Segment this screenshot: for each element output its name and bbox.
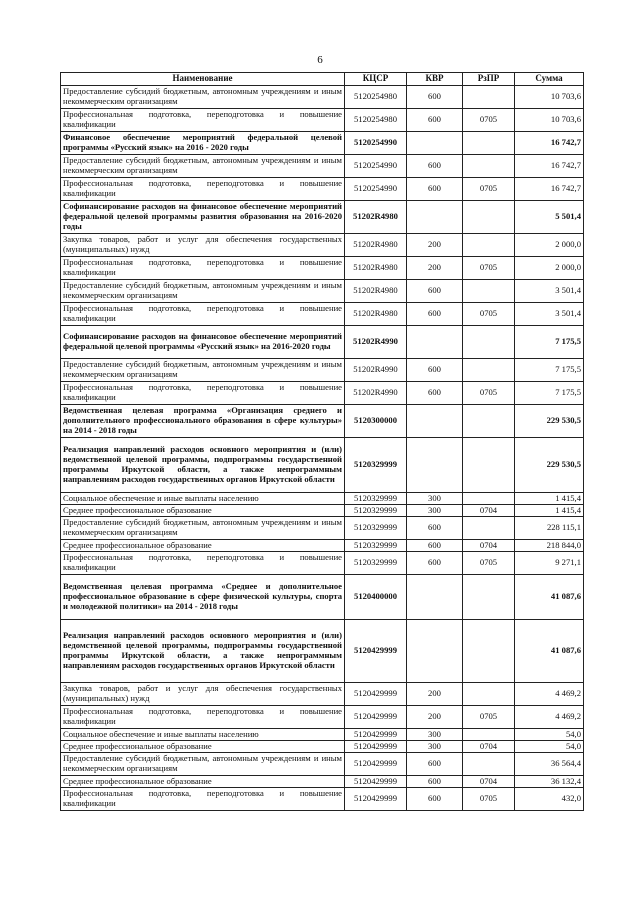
row-sum-cell: 7 175,5: [515, 359, 584, 382]
row-kvr-cell: 600: [407, 753, 463, 776]
header-kvr: КВР: [407, 73, 463, 86]
row-sum-cell: 41 087,6: [515, 575, 584, 620]
table-row: [61, 178, 584, 201]
row-rzpr-cell: [463, 405, 515, 438]
row-name-cell: Предоставление субсидий бюджетным, автономным учреждениям и иным некоммерческим организациям: [61, 517, 345, 540]
row-name-cell: Ведомственная целевая программа «Среднее и дополнительное профессиональное образование в сфере физической культуры, спорта и молодежной политики» на 2014 - 2018 годы: [61, 575, 345, 620]
row-name-cell: Предоставление субсидий бюджетным, автономным учреждениям и иным некоммерческим организациям: [61, 86, 345, 109]
table-row: [61, 201, 584, 234]
row-kcsr-cell: 51202R4980: [345, 303, 407, 326]
row-kcsr-cell: 5120429999: [345, 706, 407, 729]
row-rzpr-cell: [463, 234, 515, 257]
row-name-cell: Софинансирование расходов на финансовое обеспечение мероприятий федеральной целевой программы «Русский язык» на 2016-2020 годы: [61, 326, 345, 359]
row-name-cell: Среднее профессиональное образование: [61, 505, 345, 517]
row-sum-cell: 229 530,5: [515, 405, 584, 438]
row-kcsr-cell: 51202R4990: [345, 326, 407, 359]
row-kcsr-cell: 51202R4980: [345, 201, 407, 234]
table-row: [61, 438, 584, 493]
row-sum-cell: 36 132,4: [515, 776, 584, 788]
table-row: [61, 326, 584, 359]
row-sum-cell: 4 469,2: [515, 683, 584, 706]
row-kcsr-cell: 5120329999: [345, 505, 407, 517]
row-sum-cell: 1 415,4: [515, 493, 584, 505]
row-rzpr-cell: 0704: [463, 741, 515, 753]
row-kvr-cell: 200: [407, 234, 463, 257]
row-rzpr-cell: [463, 517, 515, 540]
row-kvr-cell: 600: [407, 178, 463, 201]
row-kvr-cell: 600: [407, 359, 463, 382]
row-rzpr-cell: [463, 155, 515, 178]
row-kcsr-cell: 5120429999: [345, 683, 407, 706]
row-sum-cell: 228 115,1: [515, 517, 584, 540]
row-kvr-cell: [407, 405, 463, 438]
row-kvr-cell: 200: [407, 683, 463, 706]
row-name-cell: Финансовое обеспечение мероприятий федеральной целевой программы «Русский язык» на 2016 - 2020 годы: [61, 132, 345, 155]
table-header-row: [61, 73, 584, 86]
row-sum-cell: 16 742,7: [515, 155, 584, 178]
budget-table: [60, 72, 584, 811]
row-name-cell: Профессиональная подготовка, переподготовка и повышение квалификации: [61, 706, 345, 729]
row-kcsr-cell: 5120429999: [345, 776, 407, 788]
row-rzpr-cell: 0705: [463, 788, 515, 811]
page-number: 6: [317, 54, 323, 66]
table-row: [61, 359, 584, 382]
row-sum-cell: 2 000,0: [515, 234, 584, 257]
row-sum-cell: 432,0: [515, 788, 584, 811]
row-kcsr-cell: 5120429999: [345, 620, 407, 683]
row-sum-cell: 2 000,0: [515, 257, 584, 280]
row-rzpr-cell: [463, 326, 515, 359]
header-sum: Сумма: [515, 73, 584, 86]
header-rzpr: РзПР: [463, 73, 515, 86]
row-name-cell: Реализация направлений расходов основного мероприятия и (или) ведомственной целевой программы, подпрограммы государственной программы Иркутской области, а также непрограммным направлениям расходов государственных органов Иркутской области: [61, 438, 345, 493]
row-kvr-cell: [407, 438, 463, 493]
row-kvr-cell: 300: [407, 741, 463, 753]
row-rzpr-cell: [463, 280, 515, 303]
row-sum-cell: 10 703,6: [515, 109, 584, 132]
row-name-cell: Профессиональная подготовка, переподготовка и повышение квалификации: [61, 382, 345, 405]
table-row: [61, 540, 584, 552]
row-kcsr-cell: 5120329999: [345, 552, 407, 575]
row-sum-cell: 4 469,2: [515, 706, 584, 729]
table-row: [61, 517, 584, 540]
row-name-cell: Среднее профессиональное образование: [61, 741, 345, 753]
row-name-cell: Предоставление субсидий бюджетным, автономным учреждениям и иным некоммерческим организациям: [61, 359, 345, 382]
header-kcsr: КЦСР: [345, 73, 407, 86]
table-row: [61, 86, 584, 109]
table-row: [61, 405, 584, 438]
row-kvr-cell: 600: [407, 788, 463, 811]
row-name-cell: Реализация направлений расходов основного мероприятия и (или) ведомственной целевой программы, подпрограммы государственной программы Иркутской области, а также непрограммным направлениям расходов государственных органов Иркутской области: [61, 620, 345, 683]
row-name-cell: Профессиональная подготовка, переподготовка и повышение квалификации: [61, 552, 345, 575]
row-kcsr-cell: 5120429999: [345, 741, 407, 753]
table-row: [61, 788, 584, 811]
row-name-cell: Софинансирование расходов на финансовое обеспечение мероприятий федеральной целевой программы развития образования на 2016-2020 годы: [61, 201, 345, 234]
row-kcsr-cell: 5120429999: [345, 753, 407, 776]
row-name-cell: Профессиональная подготовка, переподготовка и повышение квалификации: [61, 178, 345, 201]
row-kvr-cell: 300: [407, 493, 463, 505]
row-sum-cell: 5 501,4: [515, 201, 584, 234]
row-rzpr-cell: 0705: [463, 178, 515, 201]
row-name-cell: Среднее профессиональное образование: [61, 540, 345, 552]
row-name-cell: Профессиональная подготовка, переподготовка и повышение квалификации: [61, 788, 345, 811]
row-kcsr-cell: 5120300000: [345, 405, 407, 438]
row-rzpr-cell: [463, 493, 515, 505]
row-name-cell: Профессиональная подготовка, переподготовка и повышение квалификации: [61, 109, 345, 132]
row-kvr-cell: [407, 326, 463, 359]
row-sum-cell: 3 501,4: [515, 303, 584, 326]
row-rzpr-cell: 0704: [463, 540, 515, 552]
table-row: [61, 620, 584, 683]
row-name-cell: Среднее профессиональное образование: [61, 776, 345, 788]
row-name-cell: Социальное обеспечение и иные выплаты населению: [61, 729, 345, 741]
row-kcsr-cell: 51202R4980: [345, 257, 407, 280]
row-rzpr-cell: [463, 359, 515, 382]
row-kvr-cell: 600: [407, 109, 463, 132]
table-row: [61, 303, 584, 326]
table-row: [61, 776, 584, 788]
table-row: [61, 234, 584, 257]
table-row: [61, 552, 584, 575]
row-kvr-cell: 600: [407, 86, 463, 109]
table-row: [61, 706, 584, 729]
table-row: [61, 753, 584, 776]
row-rzpr-cell: 0705: [463, 257, 515, 280]
table-body: [61, 86, 584, 811]
row-kcsr-cell: 5120329999: [345, 493, 407, 505]
row-sum-cell: 9 271,1: [515, 552, 584, 575]
row-kvr-cell: 600: [407, 776, 463, 788]
table-row: [61, 109, 584, 132]
row-kcsr-cell: 5120254990: [345, 155, 407, 178]
row-kcsr-cell: 5120400000: [345, 575, 407, 620]
row-kvr-cell: [407, 132, 463, 155]
table-row: [61, 280, 584, 303]
row-sum-cell: 7 175,5: [515, 382, 584, 405]
row-kcsr-cell: 5120329999: [345, 517, 407, 540]
row-rzpr-cell: 0705: [463, 706, 515, 729]
row-rzpr-cell: 0705: [463, 552, 515, 575]
row-name-cell: Предоставление субсидий бюджетным, автономным учреждениям и иным некоммерческим организациям: [61, 753, 345, 776]
row-kcsr-cell: 51202R4980: [345, 234, 407, 257]
row-sum-cell: 41 087,6: [515, 620, 584, 683]
row-sum-cell: 3 501,4: [515, 280, 584, 303]
table-row: [61, 505, 584, 517]
table-row: [61, 729, 584, 741]
row-kvr-cell: [407, 201, 463, 234]
row-rzpr-cell: 0704: [463, 776, 515, 788]
row-name-cell: Предоставление субсидий бюджетным, автономным учреждениям и иным некоммерческим организациям: [61, 280, 345, 303]
table-row: [61, 575, 584, 620]
row-rzpr-cell: 0705: [463, 109, 515, 132]
row-rzpr-cell: [463, 729, 515, 741]
row-kcsr-cell: 51202R4980: [345, 280, 407, 303]
row-kcsr-cell: 5120329999: [345, 540, 407, 552]
row-kvr-cell: 600: [407, 155, 463, 178]
row-rzpr-cell: 0705: [463, 303, 515, 326]
row-rzpr-cell: 0704: [463, 505, 515, 517]
row-kvr-cell: [407, 575, 463, 620]
row-kcsr-cell: 5120429999: [345, 788, 407, 811]
row-kvr-cell: 200: [407, 257, 463, 280]
table-row: [61, 493, 584, 505]
row-name-cell: Ведомственная целевая программа «Организация среднего и дополнительного профессионального образования в сфере культуры» на 2014 - 2018 годы: [61, 405, 345, 438]
row-kvr-cell: 300: [407, 729, 463, 741]
row-sum-cell: 7 175,5: [515, 326, 584, 359]
row-kvr-cell: 600: [407, 517, 463, 540]
row-name-cell: Закупка товаров, работ и услуг для обеспечения государственных (муниципальных) нужд: [61, 234, 345, 257]
table-row: [61, 155, 584, 178]
table-row: [61, 132, 584, 155]
row-sum-cell: 218 844,0: [515, 540, 584, 552]
row-sum-cell: 54,0: [515, 741, 584, 753]
row-name-cell: Профессиональная подготовка, переподготовка и повышение квалификации: [61, 257, 345, 280]
row-rzpr-cell: [463, 620, 515, 683]
row-rzpr-cell: [463, 575, 515, 620]
row-kcsr-cell: 5120254980: [345, 86, 407, 109]
row-rzpr-cell: [463, 86, 515, 109]
row-kvr-cell: 600: [407, 552, 463, 575]
row-name-cell: Социальное обеспечение и иные выплаты населению: [61, 493, 345, 505]
row-kcsr-cell: 5120254990: [345, 178, 407, 201]
table-row: [61, 741, 584, 753]
table-row: [61, 683, 584, 706]
row-kcsr-cell: 5120329999: [345, 438, 407, 493]
row-kvr-cell: 600: [407, 382, 463, 405]
header-name: Наименование: [61, 73, 345, 86]
row-kcsr-cell: 51202R4990: [345, 359, 407, 382]
row-sum-cell: 10 703,6: [515, 86, 584, 109]
table-row: [61, 257, 584, 280]
row-kvr-cell: 300: [407, 505, 463, 517]
row-kvr-cell: 600: [407, 280, 463, 303]
row-rzpr-cell: 0705: [463, 382, 515, 405]
row-rzpr-cell: [463, 753, 515, 776]
row-kvr-cell: 600: [407, 540, 463, 552]
row-name-cell: Профессиональная подготовка, переподготовка и повышение квалификации: [61, 303, 345, 326]
row-kcsr-cell: 5120429999: [345, 729, 407, 741]
row-sum-cell: 36 564,4: [515, 753, 584, 776]
row-kcsr-cell: 51202R4990: [345, 382, 407, 405]
row-name-cell: Закупка товаров, работ и услуг для обеспечения государственных (муниципальных) нужд: [61, 683, 345, 706]
row-rzpr-cell: [463, 683, 515, 706]
row-sum-cell: 16 742,7: [515, 178, 584, 201]
row-sum-cell: 1 415,4: [515, 505, 584, 517]
table-row: [61, 382, 584, 405]
row-kvr-cell: 600: [407, 303, 463, 326]
row-sum-cell: 229 530,5: [515, 438, 584, 493]
row-rzpr-cell: [463, 438, 515, 493]
row-name-cell: Предоставление субсидий бюджетным, автономным учреждениям и иным некоммерческим организациям: [61, 155, 345, 178]
row-kcsr-cell: 5120254990: [345, 132, 407, 155]
row-rzpr-cell: [463, 201, 515, 234]
row-rzpr-cell: [463, 132, 515, 155]
row-sum-cell: 54,0: [515, 729, 584, 741]
row-kvr-cell: [407, 620, 463, 683]
row-kcsr-cell: 5120254980: [345, 109, 407, 132]
row-sum-cell: 16 742,7: [515, 132, 584, 155]
row-kvr-cell: 200: [407, 706, 463, 729]
